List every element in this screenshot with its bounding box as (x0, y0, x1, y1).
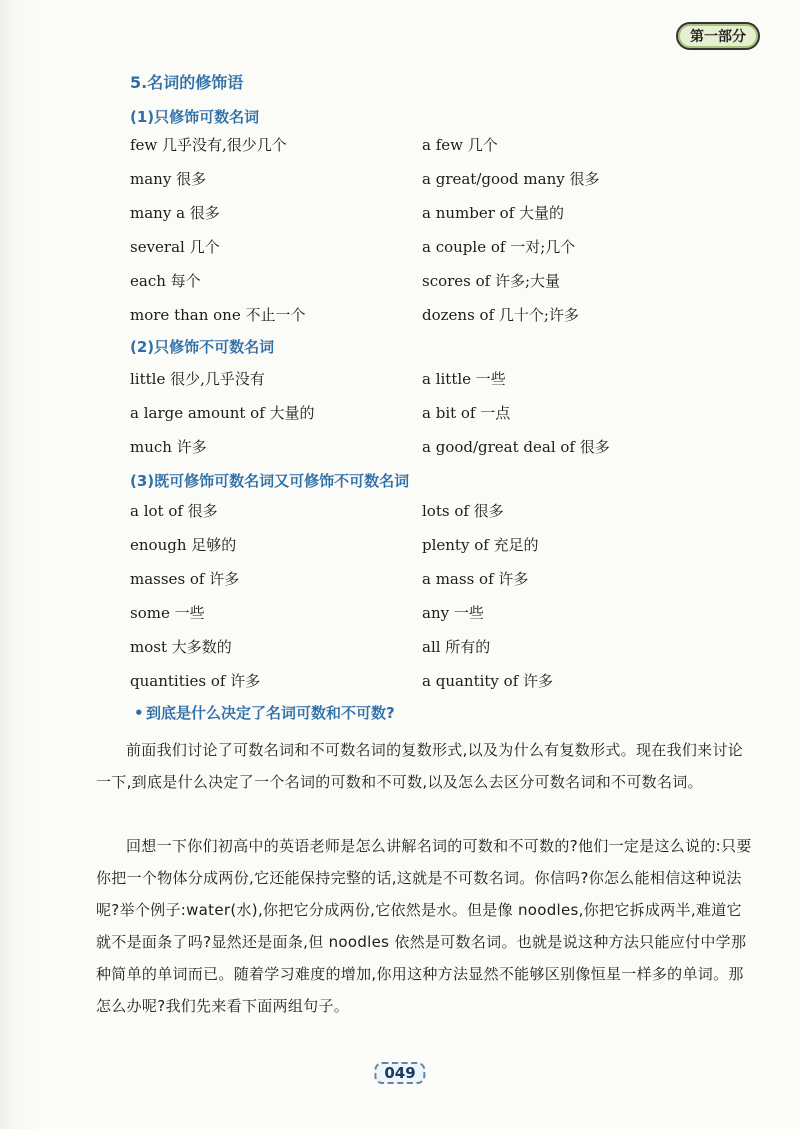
word-item: a lot of 很多 (130, 502, 218, 520)
word-item: a few 几个 (422, 136, 498, 154)
word-item: a little 一些 (422, 370, 506, 388)
word-item: a bit of 一点 (422, 404, 511, 422)
word-item: a mass of 许多 (422, 570, 529, 588)
bullet-icon: • (134, 704, 144, 722)
word-item: a great/good many 很多 (422, 170, 600, 188)
word-item: scores of 许多;大量 (422, 272, 561, 290)
word-item: many a 很多 (130, 204, 220, 222)
group-heading-both: (3)既可修饰可数名词又可修饰不可数名词 (130, 472, 410, 490)
section-label-badge: 第一部分 (676, 22, 760, 50)
word-item: little 很少,几乎没有 (130, 370, 265, 388)
question-heading-text: 到底是什么决定了名词可数和不可数? (146, 704, 395, 722)
paragraph-intro: 前面我们讨论了可数名词和不可数名词的复数形式,以及为什么有复数形式。现在我们来讨论一下,到底是什么决定了一个名词的可数和不可数,以及怎么去区分可数名词和不可数名词。 (96, 741, 744, 791)
page-number: 049 (374, 1062, 425, 1084)
word-item: many 很多 (130, 170, 207, 188)
word-item: much 许多 (130, 438, 207, 456)
section-title: 5.名词的修饰语 (130, 73, 244, 92)
word-item: several 几个 (130, 238, 220, 256)
word-item: a couple of 一对;几个 (422, 238, 576, 256)
word-item: quantities of 许多 (130, 672, 261, 690)
word-grid-both (130, 500, 690, 692)
word-grid-uncountable (130, 368, 690, 458)
question-heading (134, 702, 395, 723)
word-item: most 大多数的 (130, 638, 232, 656)
word-item: dozens of 几十个;许多 (422, 306, 579, 324)
word-item: lots of 很多 (422, 502, 504, 520)
group-heading-countable: (1)只修饰可数名词 (130, 108, 260, 126)
word-item: some 一些 (130, 604, 205, 622)
word-item: all 所有的 (422, 638, 491, 656)
word-item: a quantity of 许多 (422, 672, 554, 690)
word-grid-countable (130, 134, 690, 326)
word-item: any 一些 (422, 604, 484, 622)
word-item: masses of 许多 (130, 570, 240, 588)
paragraph-explanation: 回想一下你们初高中的英语老师是怎么讲解名词的可数和不可数的?他们一定是这么说的:只要你把一个物体分成两份,它还能保持完整的话,这就是不可数名词。你信吗?你怎么能相信这种说法呢?举个例子:water(水),你把它分成两份,它依然是水。但是像 noodles,你把它拆成两半,难道它就不是面条了吗?显然还是面条,但 noodles 依然是可数名词。也就是说这种方法只能应付中学那种简单的单词而已。随着学习难度的增加,你用这种方法显然不能够区别像恒星一样多的单词。那怎么办呢?我们先来看下面两组句子。 (96, 837, 752, 1015)
word-item: plenty of 充足的 (422, 536, 539, 554)
word-item: enough 足够的 (130, 536, 237, 554)
word-item: few 几乎没有,很少几个 (130, 136, 287, 154)
word-item: a large amount of 大量的 (130, 404, 315, 422)
word-item: a number of 大量的 (422, 204, 565, 222)
word-item: more than one 不止一个 (130, 306, 306, 324)
word-item: a good/great deal of 很多 (422, 438, 610, 456)
group-heading-uncountable: (2)只修饰不可数名词 (130, 338, 275, 356)
word-item: each 每个 (130, 272, 201, 290)
